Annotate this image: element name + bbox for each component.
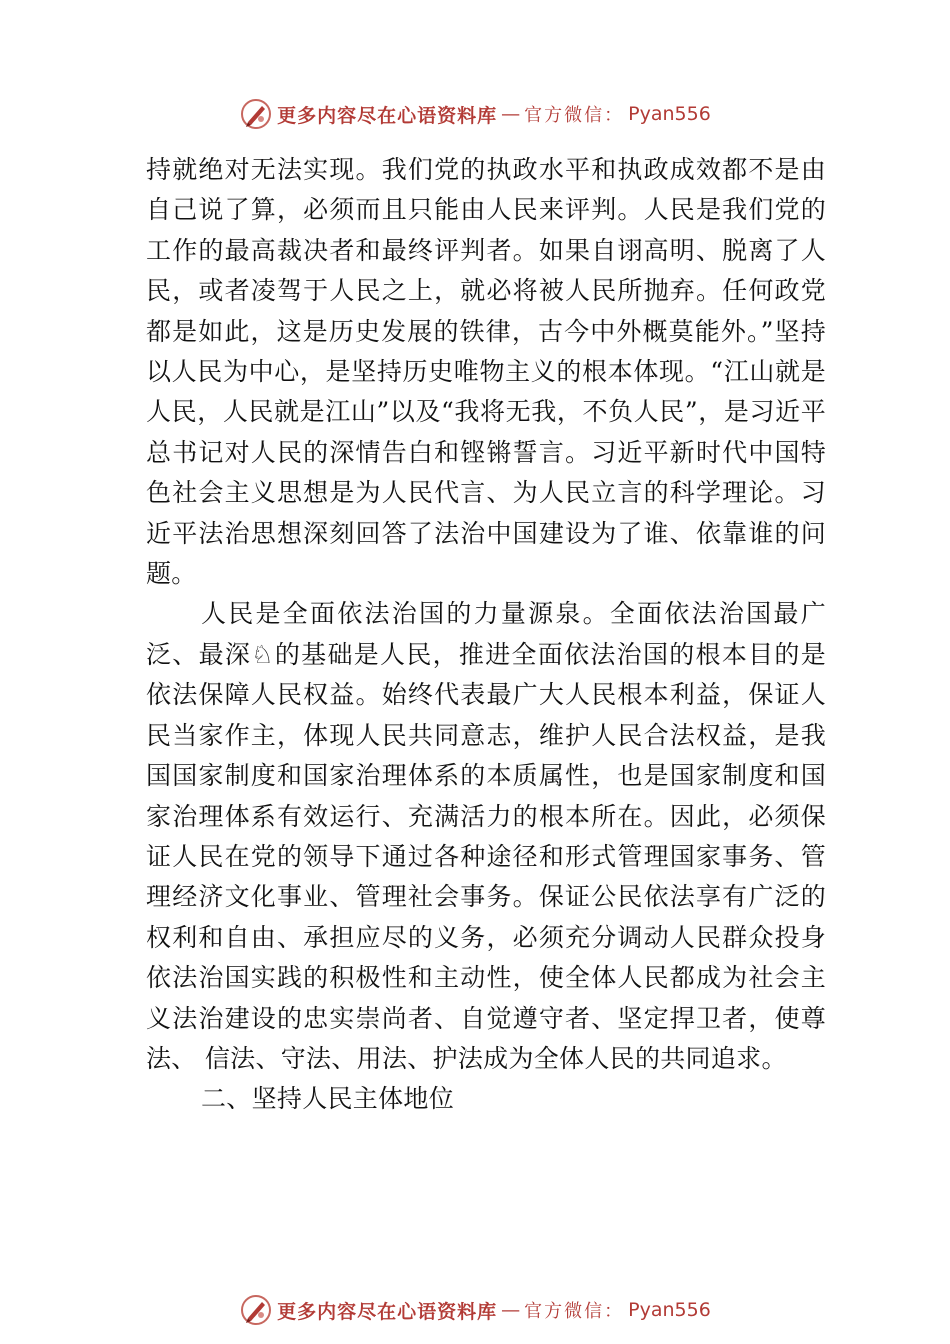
banner-separator: — xyxy=(501,1299,521,1321)
paragraph-1: 持就绝对无法实现。我们党的执政水平和执政成效都不是由自己说了算，必须而且只能由人民来评判。人民是我们党的工作的最高裁决者和最终评判者。如果自诩高明、脱离了人民，或者凌驾于人民之上，就必将被人民所抛弃。任何政党都是如此，这是历史发展的铁律，古今中外概莫能外。”坚持以人民为中心，是坚持历史唯物主义的根本体现。“江山就是人民，人民就是江山”以及“我将无我，不负人民”，是习近平总书记对人民的深情告白和铿锵誓言。习近平新时代中国特色社会主义思想是为人民代言、为人民立言的科学理论。习近平法治思想深刻回答了法治中国建设为了谁、依靠谁的问题。 xyxy=(146,155,826,589)
pen-logo-icon xyxy=(239,97,273,131)
banner-wechat-id: Pyan556 xyxy=(628,103,711,125)
banner-label: 官方微信： xyxy=(524,1301,625,1322)
banner-label: 官方微信： xyxy=(524,105,625,126)
banner-title: 更多内容尽在心语资料库 xyxy=(277,1300,498,1323)
banner-wechat-id: Pyan556 xyxy=(628,1299,711,1321)
header-banner xyxy=(0,94,950,134)
banner-separator: — xyxy=(501,103,521,125)
document-body xyxy=(146,150,826,1120)
footer-banner xyxy=(0,1290,950,1330)
paragraph-2: 人民是全面依法治国的力量源泉。全面依法治国最广泛、最深♘的基础是人民，推进全面依法治国的根本目的是依法保障人民权益。始终代表最广大人民根本利益，保证人民当家作主，体现人民共同意志，维护人民合法权益，是我国国家制度和国家治理体系的本质属性，也是国家制度和国家治理体系有效运行、充满活力的根本所在。因此，必须保证人民在党的领导下通过各种途径和形式管理国家事务、管理经济文化事业、管理社会事务。保证公民依法享有广泛的权利和自由、承担应尽的义务，必须充分调动人民群众投身依法治国实践的积极性和主动性，使全体人民都成为社会主义法治建设的忠实崇尚者、自觉遵守者、坚定捍卫者，使尊法、 信法、守法、用法、护法成为全体人民的共同追求。 xyxy=(146,599,826,1073)
section-heading: 二、坚持人民主体地位 xyxy=(201,1084,455,1114)
pen-logo-icon xyxy=(239,1293,273,1327)
banner-title: 更多内容尽在心语资料库 xyxy=(277,104,498,127)
